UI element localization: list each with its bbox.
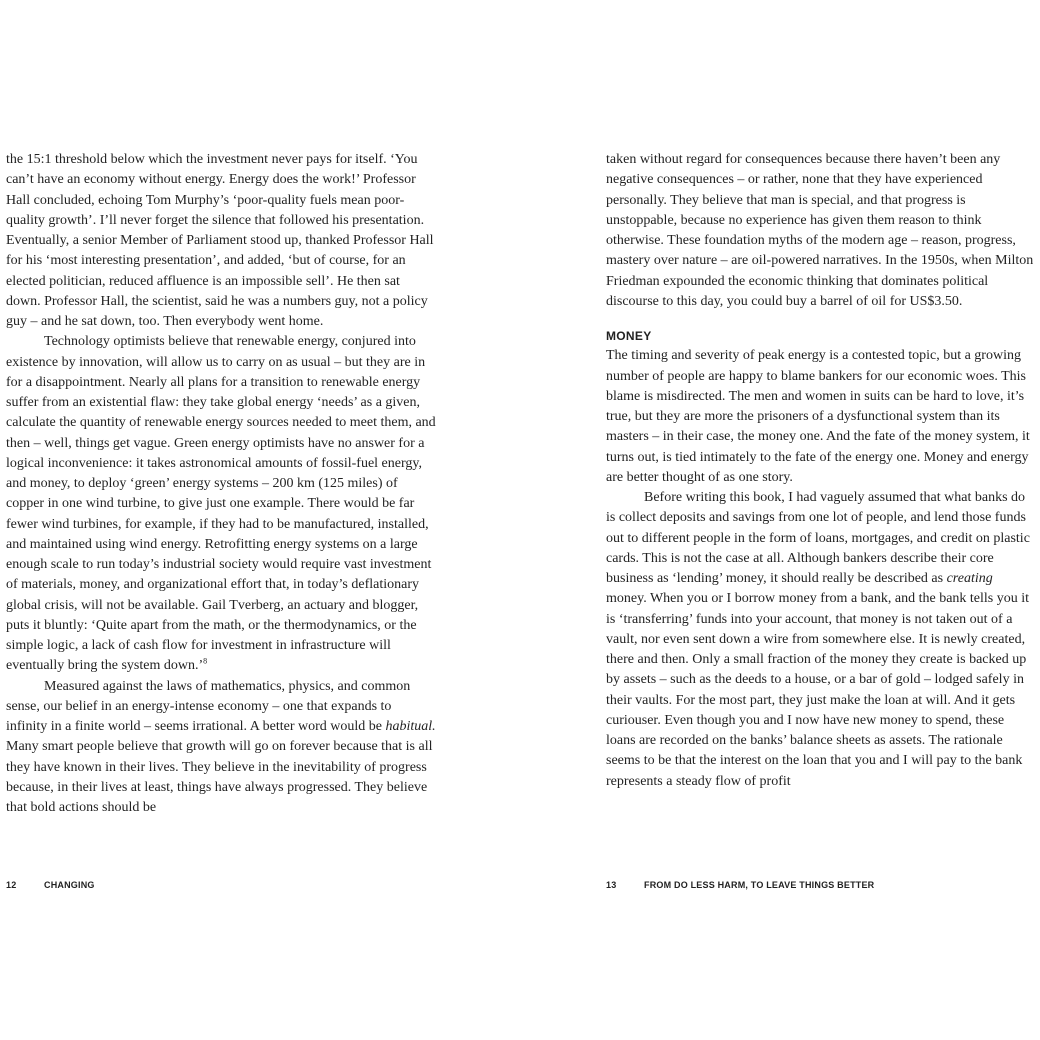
paragraph-text: money. When you or I borrow money from a bank, and the bank tells you it is ‘transferring’ funds into your account, that money is not taken out of a vault, nor even sent down a wire from somewhere else. It is newly created, there and then. Only a small fraction of the money they create is backed up by assets – such as the deeds to a house, or a bar of gold – lodged safely in their vaults. For the most part, they just make the loan at will. And it gets curiouser. Even though you and I now have new money to spend, these loans are recorded on the banks’ balance sheets as assets. The rationale seems to be that the interest on the loan that you and I will pay to the bank represents a steady flow of profit <box>606 591 1030 789</box>
right-page-text-after-heading <box>606 346 1036 792</box>
paragraph-text: Technology optimists believe that renewable energy, conjured into existence by innovation, will allow us to carry on as usual – but they are in for a disappointment. Nearly all plans for a transition to renewable energy suffer from an existential flaw: they take global energy ‘needs’ as a given, calculate the quantity of renewable energy sources needed to meet them, and then – well, things get vague. Green energy optimists have no answer for a logical inconvenience: it takes astronomical amounts of fossil-fuel energy, and money, to deploy ‘green’ energy systems – 200 km (125 miles) of copper in one wind turbine, to give just one example. There would be far fewer wind turbines, for example, if they had to be manufactured, installed, and maintained using wind energy. Retrofitting energy systems on a large enough scale to run today’s industrial society would require vast investment of materials, money, and organizational effort that, in today’s deflationary global crisis, will not be available. Gail Tverberg, an actuary and blogger, puts it bluntly: ‘Quite apart from the math, or the thermodynamics, or the simple logic, a lack of cash flow for investment in infrastructure will eventually bring the system down.’ <box>6 334 436 674</box>
paragraph <box>6 677 436 819</box>
paragraph <box>606 488 1036 792</box>
emphasis-text: habitual. <box>385 719 436 734</box>
right-running-head: FROM DO LESS HARM, TO LEAVE THINGS BETTER <box>644 880 875 890</box>
emphasis-text: creating <box>946 571 993 586</box>
footnote-marker: 8 <box>203 656 208 666</box>
left-page-footer <box>6 880 95 890</box>
right-page-body <box>606 150 1036 792</box>
paragraph-text: Many smart people believe that growth will go on forever because that is all they have known in their lives. They believe in the inevitability of progress because, in their lives at least, things have always progressed. They believe that bold actions should be <box>6 739 433 815</box>
paragraph-text: the 15:1 threshold below which the investment never pays for itself. ‘You can’t have an economy without energy. Energy does the work!’ Professor Hall concluded, echoing Tom Murphy’s ‘poor-quality fuels mean poor-quality growth’. I’ll never forget the silence that followed his presentation. Eventually, a senior Member of Parliament stood up, thanked Professor Hall for his ‘most interesting presentation’, and added, ‘but of course, for an elected politician, reduced affluence is an impossible sell’. He then sat down. Professor Hall, the scientist, said he was a numbers guy, not a policy guy – and he sat down, too. Then everybody went home. <box>6 152 434 329</box>
paragraph <box>6 150 436 332</box>
paragraph-text: Before writing this book, I had vaguely assumed that what banks do is collect deposits and savings from one lot of people, and lend those funds out to different people in the form of loans, mortgages, and credit on plastic cards. This is not the case at all. Although bankers describe their core business as ‘lending’ money, it should really be described as <box>606 490 1030 586</box>
left-running-head: CHANGING <box>44 880 95 890</box>
right-page-text-before-heading <box>606 150 1036 312</box>
paragraph <box>606 346 1036 488</box>
right-page-footer <box>606 880 874 890</box>
section-heading-money: MONEY <box>606 329 652 343</box>
right-page-number: 13 <box>606 880 617 890</box>
left-page-number: 12 <box>6 880 17 890</box>
paragraph-text: taken without regard for consequences because there haven’t been any negative consequences – or rather, none that they have experienced personally. They believe that man is special, and that progress is unstoppable, because no experience has given them reason to think otherwise. These foundation myths of the modern age – reason, progress, mastery over nature – are oil-powered narratives. In the 1950s, when Milton Friedman expounded the economic thinking that dominates political discourse to this day, you could buy a barrel of oil for US$3.50. <box>606 152 1034 309</box>
paragraph-text: The timing and severity of peak energy is a contested topic, but a growing number of people are happy to blame bankers for our economic woes. This blame is misdirected. The men and women in suits can be hard to love, it’s true, but they are more the prisoners of a dysfunctional system than its masters – in their case, the money one. And the fate of the money system, it turns out, is tied intimately to the fate of the energy one. Money and energy are better thought of as one story. <box>606 348 1030 485</box>
paragraph <box>6 332 436 676</box>
paragraph-text: Measured against the laws of mathematics, physics, and common sense, our belief in an energy-intense economy – one that expands to infinity in a finite world – seems irrational. A better word would be <box>6 678 411 734</box>
left-page-body <box>6 150 436 818</box>
paragraph <box>606 150 1036 312</box>
